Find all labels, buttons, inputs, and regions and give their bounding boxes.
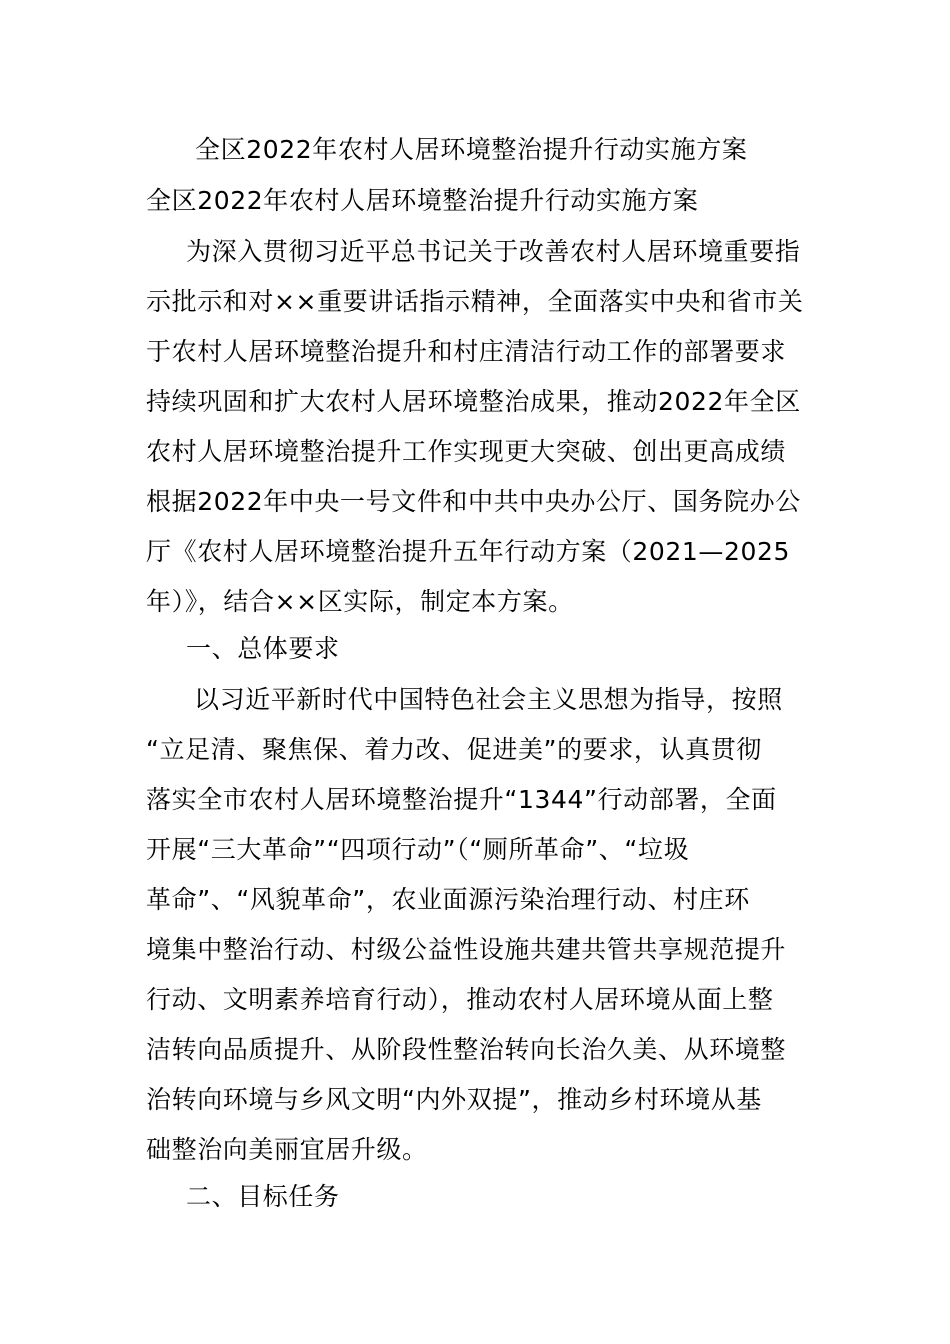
body-line: 以习近平新时代中国特色社会主义思想为指导，按照 — [194, 685, 783, 714]
body-line: 治转向环境与乡风文明“内外双提”，推动乡村环境从基 — [146, 1085, 762, 1114]
body-line: 年）》，结合××区实际，制定本方案。 — [146, 587, 574, 616]
document-title: 全区2022年农村人居环境整治提升行动实施方案 — [195, 135, 748, 164]
body-line: 革命”、“风貌革命”，农业面源污染治理行动、村庄环 — [146, 885, 750, 914]
body-line: 于农村人居环境整治提升和村庄清洁行动工作的部署要求 — [146, 337, 787, 366]
body-line: 根据2022年中央一号文件和中共中央办公厅、国务院办公 — [146, 487, 801, 516]
body-line: “立足清、聚焦保、着力改、促进美”的要求，认真贯彻 — [146, 735, 762, 764]
body-line: 洁转向品质提升、从阶段性整治转向长治久美、从环境整 — [146, 1035, 787, 1064]
body-line: 落实全市农村人居环境整治提升“1344”行动部署，全面 — [146, 785, 777, 814]
section-heading: 二、目标任务 — [186, 1182, 340, 1211]
body-line: 农村人居环境整治提升工作实现更大突破、创出更高成绩 — [146, 437, 787, 466]
body-line: 持续巩固和扩大农村人居环境整治成果，推动2022年全区 — [146, 387, 801, 416]
section-heading: 一、总体要求 — [186, 634, 340, 663]
body-line: 示批示和对××重要讲话指示精神，全面落实中央和省市关 — [146, 287, 804, 316]
body-line: 行动、文明素养培育行动），推动农村人居环境从面上整 — [146, 985, 774, 1014]
body-line: 为深入贯彻习近平总书记关于改善农村人居环境重要指 — [186, 237, 801, 266]
body-line: 础整治向美丽宜居升级。 — [146, 1135, 428, 1164]
body-line: 开展“三大革命”“四项行动”（“厕所革命”、“垃圾 — [146, 835, 690, 864]
document-subtitle: 全区2022年农村人居环境整治提升行动实施方案 — [146, 186, 699, 215]
body-line: 厅《农村人居环境整治提升五年行动方案（2021—2025 — [146, 537, 791, 566]
body-line: 境集中整治行动、村级公益性设施共建共管共享规范提升 — [146, 935, 787, 964]
